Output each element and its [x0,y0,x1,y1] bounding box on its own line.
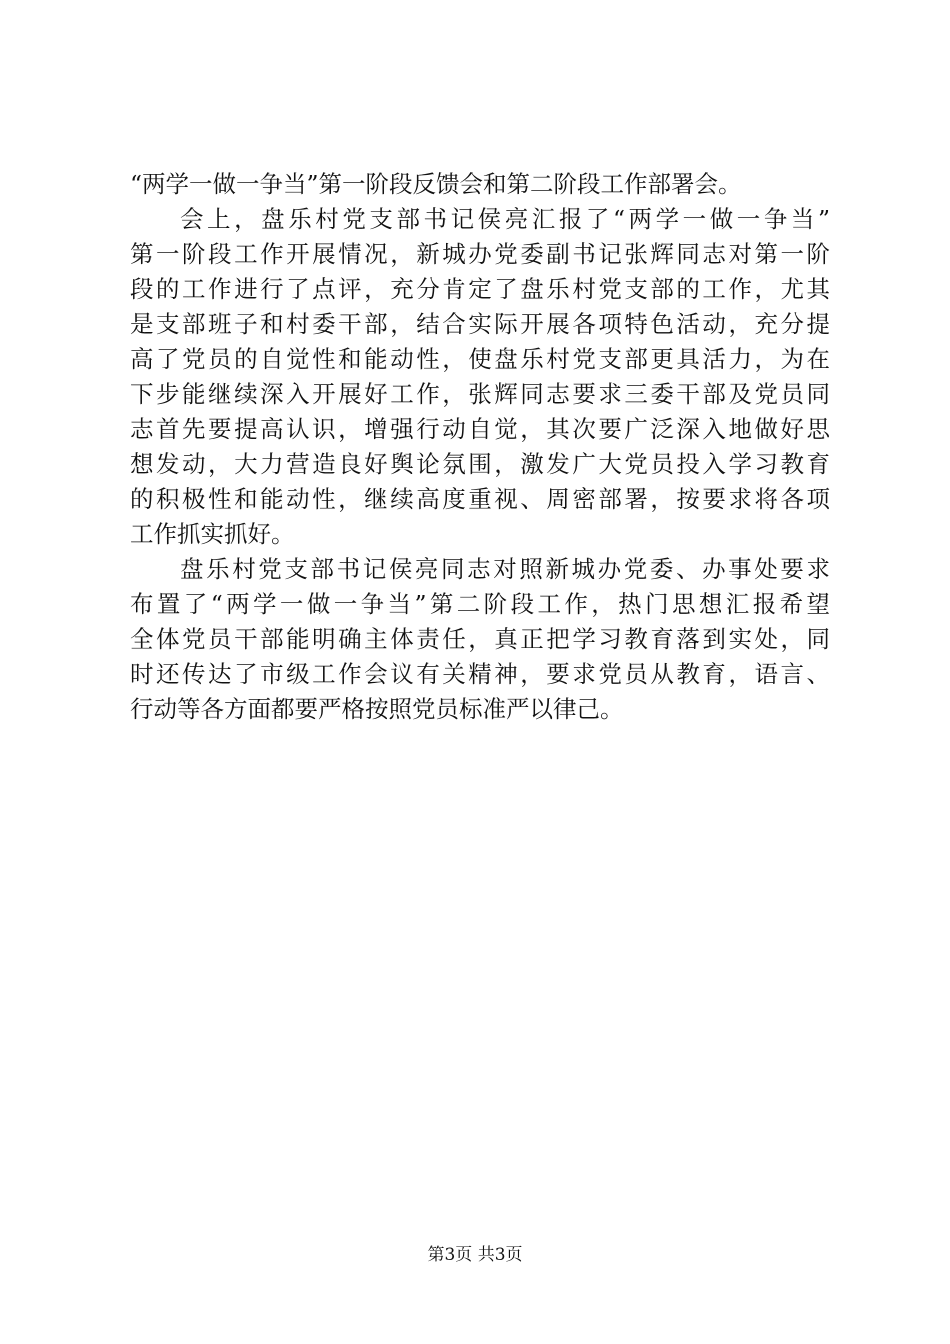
document-body [130,167,830,727]
paragraph-2-line-2: 第一阶段工作开展情况，新城办党委副书记张辉同志对第一阶 [130,240,830,268]
paragraph-3-line-4: 时还传达了市级工作会议有关精神，要求党员从教育，语言、 [130,660,830,688]
paragraph-2-line-4: 是支部班子和村委干部，结合实际开展各项特色活动，充分提 [130,310,830,338]
paragraph-2-line-5: 高了党员的自觉性和能动性，使盘乐村党支部更具活力，为在 [130,345,830,373]
paragraph-3-line-1: 盘乐村党支部书记侯亮同志对照新城办党委、办事处要求 [180,555,830,583]
paragraph-3-line-3: 全体党员干部能明确主体责任，真正把学习教育落到实处，同 [130,625,830,653]
page-number: 第3页 共3页 [427,1245,523,1265]
paragraph-2-line-3: 段的工作进行了点评，充分肯定了盘乐村党支部的工作，尤其 [130,275,830,303]
paragraph-2-line-9: 的积极性和能动性，继续高度重视、周密部署，按要求将各项 [130,485,830,513]
paragraph-1-line-1: “两学一做一争当”第一阶段反馈会和第二阶段工作部署会。 [130,170,742,198]
paragraph-3-line-5: 行动等各方面都要严格按照党员标准严以律己。 [130,695,624,723]
paragraph-2-line-6: 下步能继续深入开展好工作，张辉同志要求三委干部及党员同 [130,380,830,408]
paragraph-2-line-1: 会上，盘乐村党支部书记侯亮汇报了“两学一做一争当” [180,205,830,233]
page-footer [0,1243,950,1267]
paragraph-2-line-10: 工作抓实抓好。 [130,520,295,548]
paragraph-3-line-2: 布置了“两学一做一争当”第二阶段工作，热门思想汇报希望 [130,590,830,618]
paragraph-2-line-8: 想发动，大力营造良好舆论氛围，激发广大党员投入学习教育 [130,450,830,478]
paragraph-2-line-7: 志首先要提高认识，增强行动自觉，其次要广泛深入地做好思 [130,415,830,443]
